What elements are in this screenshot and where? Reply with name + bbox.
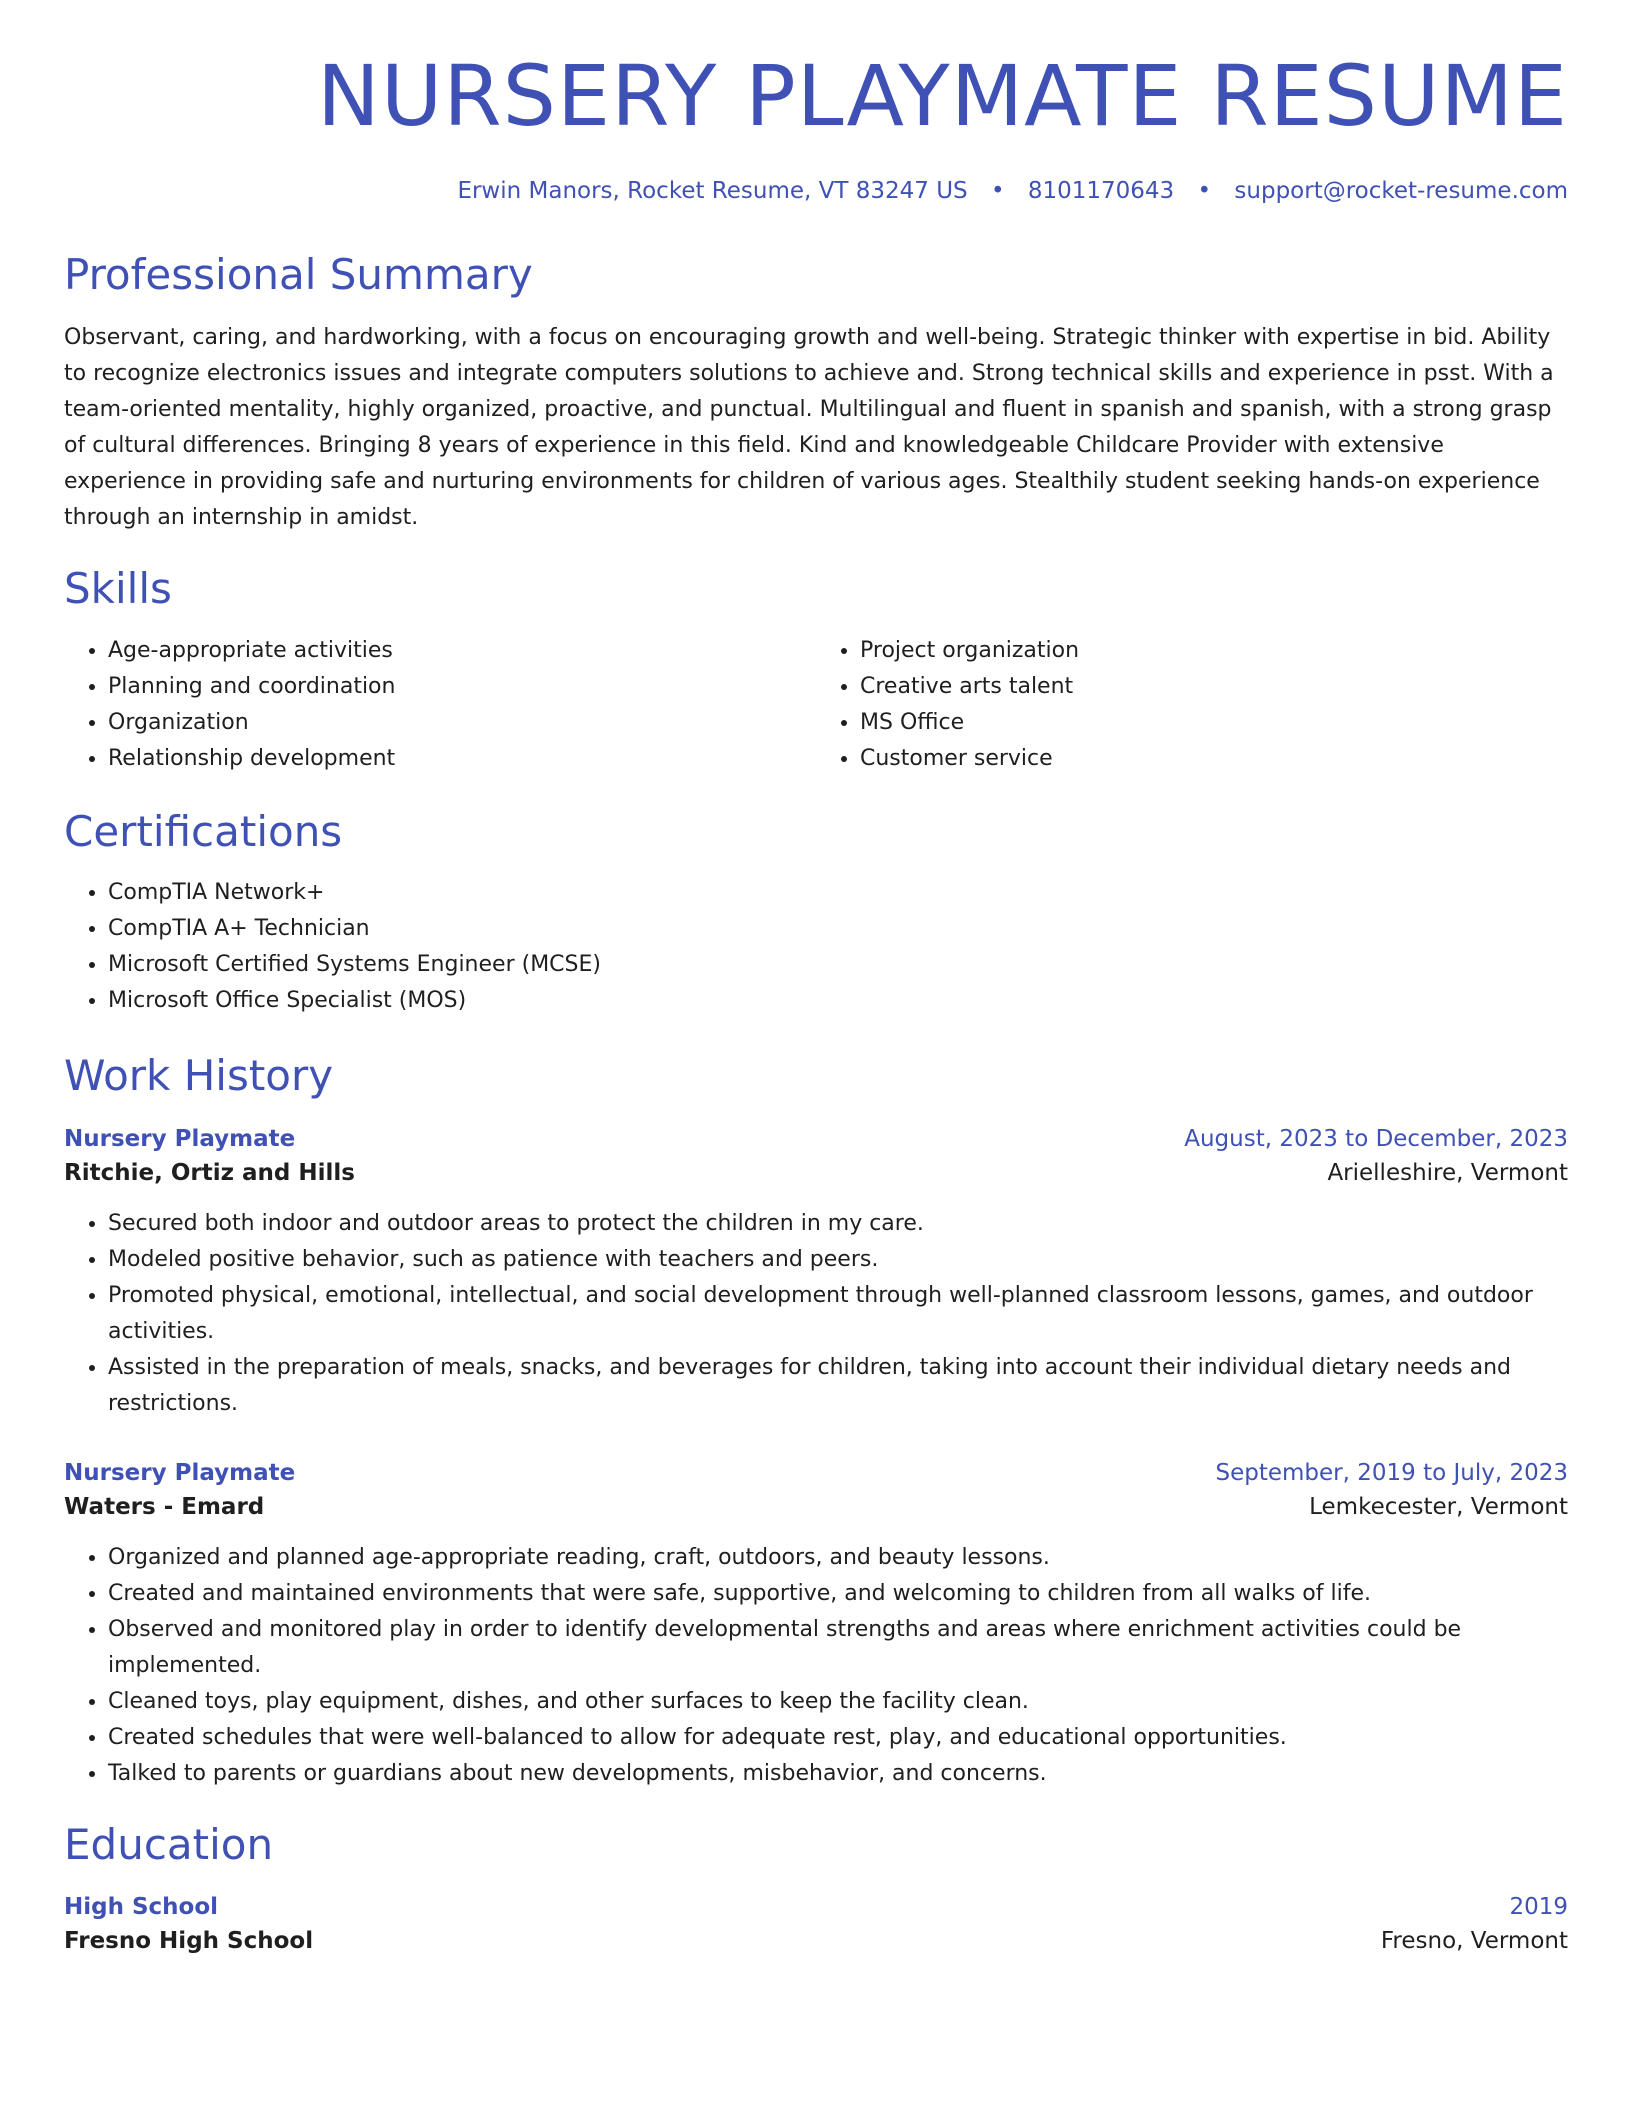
job-location: Arielleshire, Vermont <box>1327 1159 1568 1186</box>
education-degree: High School <box>64 1893 219 1920</box>
job-bullet: • Created and maintained environments that were safe, supportive, and welcoming to children from all walks of life. <box>108 1576 1568 1612</box>
skill-item: • Project organization <box>860 633 1568 669</box>
job-header-row <box>64 1460 1568 1486</box>
skill-item: • MS Office <box>860 705 1568 741</box>
skill-item: • Age-appropriate activities <box>108 633 816 669</box>
job-bullet: • Assisted in the preparation of meals, snacks, and beverages for children, taking into account their individual dietary needs and restrictions. <box>108 1350 1568 1422</box>
job-entry <box>64 1460 1568 1792</box>
job-bullet: • Modeled positive behavior, such as patience with teachers and peers. <box>108 1242 1568 1278</box>
skill-item: • Organization <box>108 705 816 741</box>
job-company: Ritchie, Ortiz and Hills <box>64 1159 355 1186</box>
separator-dot: • <box>990 178 1005 204</box>
education-school: Fresno High School <box>64 1927 314 1954</box>
job-dates: August, 2023 to December, 2023 <box>1184 1125 1568 1152</box>
skills-list-left <box>64 633 816 777</box>
summary-text: Observant, caring, and hardworking, with a focus on encouraging growth and well-being. Strategic thinker with expertise in bid. Ability to recognize electronics issues and integrate computers solutions to achieve and. Strong technical skills and experience in psst. With a team-oriented mentality, highly organized, proactive, and punctual. Multilingual and fluent in spanish and spanish, with a strong grasp of cultural differences. Bringing 8 years of experience in this field. Kind and knowledgeable Childcare Provider with extensive experience in providing safe and nurturing environments for children of various ages. Stealthily student seeking hands-on experience through an internship in amidst. <box>64 325 1554 531</box>
certifications-heading: Certifications <box>64 806 343 856</box>
contact-line <box>64 178 1568 204</box>
job-location: Lemkecester, Vermont <box>1309 1493 1568 1520</box>
certification-item: • Microsoft Certified Systems Engineer (MCSE) <box>108 947 1568 983</box>
job-header-row <box>64 1126 1568 1152</box>
education-year: 2019 <box>1509 1893 1568 1920</box>
certification-item: • CompTIA Network+ <box>108 875 1568 911</box>
skill-item: • Customer service <box>860 741 1568 777</box>
job-bullet: • Created schedules that were well-balanced to allow for adequate rest, play, and educational opportunities. <box>108 1720 1568 1756</box>
contact-phone: 8101170643 <box>1027 178 1175 204</box>
certifications-list <box>64 875 1568 1019</box>
education-location: Fresno, Vermont <box>1380 1927 1568 1954</box>
job-company: Waters - Emard <box>64 1493 265 1520</box>
job-bullet: • Organized and planned age-appropriate reading, craft, outdoors, and beauty lessons. <box>108 1540 1568 1576</box>
education-school-row <box>64 1928 1568 1954</box>
education-entry <box>64 1894 1568 1954</box>
skill-item: • Creative arts talent <box>860 669 1568 705</box>
job-bullet: • Secured both indoor and outdoor areas to protect the children in my care. <box>108 1206 1568 1242</box>
certification-item: • CompTIA A+ Technician <box>108 911 1568 947</box>
job-bullets <box>64 1540 1568 1792</box>
job-title: Nursery Playmate <box>64 1459 296 1486</box>
job-bullet: • Cleaned toys, play equipment, dishes, and other surfaces to keep the facility clean. <box>108 1684 1568 1720</box>
skills-list-right <box>816 633 1568 777</box>
education-heading: Education <box>64 1819 274 1869</box>
contact-address: Erwin Manors, Rocket Resume, VT 83247 US <box>457 178 968 204</box>
skills-heading: Skills <box>64 564 172 614</box>
job-bullet: • Observed and monitored play in order to identify developmental strengths and areas where enrichment activities could be implemented. <box>108 1612 1568 1684</box>
separator-dot: • <box>1197 178 1212 204</box>
job-company-row <box>64 1494 1568 1520</box>
job-bullets <box>64 1206 1568 1422</box>
job-bullet: • Promoted physical, emotional, intellectual, and social development through well-planned classroom lessons, games, and outdoor activities. <box>108 1278 1568 1350</box>
resume-title: NURSERY PLAYMATE RESUME <box>316 47 1568 145</box>
job-company-row <box>64 1160 1568 1186</box>
contact-email: support@rocket-resume.com <box>1234 178 1568 204</box>
education-header-row <box>64 1894 1568 1920</box>
certification-item: • Microsoft Office Specialist (MOS) <box>108 983 1568 1019</box>
job-bullet: • Talked to parents or guardians about new developments, misbehavior, and concerns. <box>108 1756 1568 1792</box>
summary-heading: Professional Summary <box>64 250 533 299</box>
job-title: Nursery Playmate <box>64 1125 296 1152</box>
work-history-heading: Work History <box>64 1051 334 1101</box>
skill-item: • Planning and coordination <box>108 669 816 705</box>
resume-header <box>64 0 1568 204</box>
job-dates: September, 2019 to July, 2023 <box>1215 1459 1568 1486</box>
job-entry <box>64 1126 1568 1422</box>
skill-item: • Relationship development <box>108 741 816 777</box>
skills-columns <box>64 633 1568 777</box>
